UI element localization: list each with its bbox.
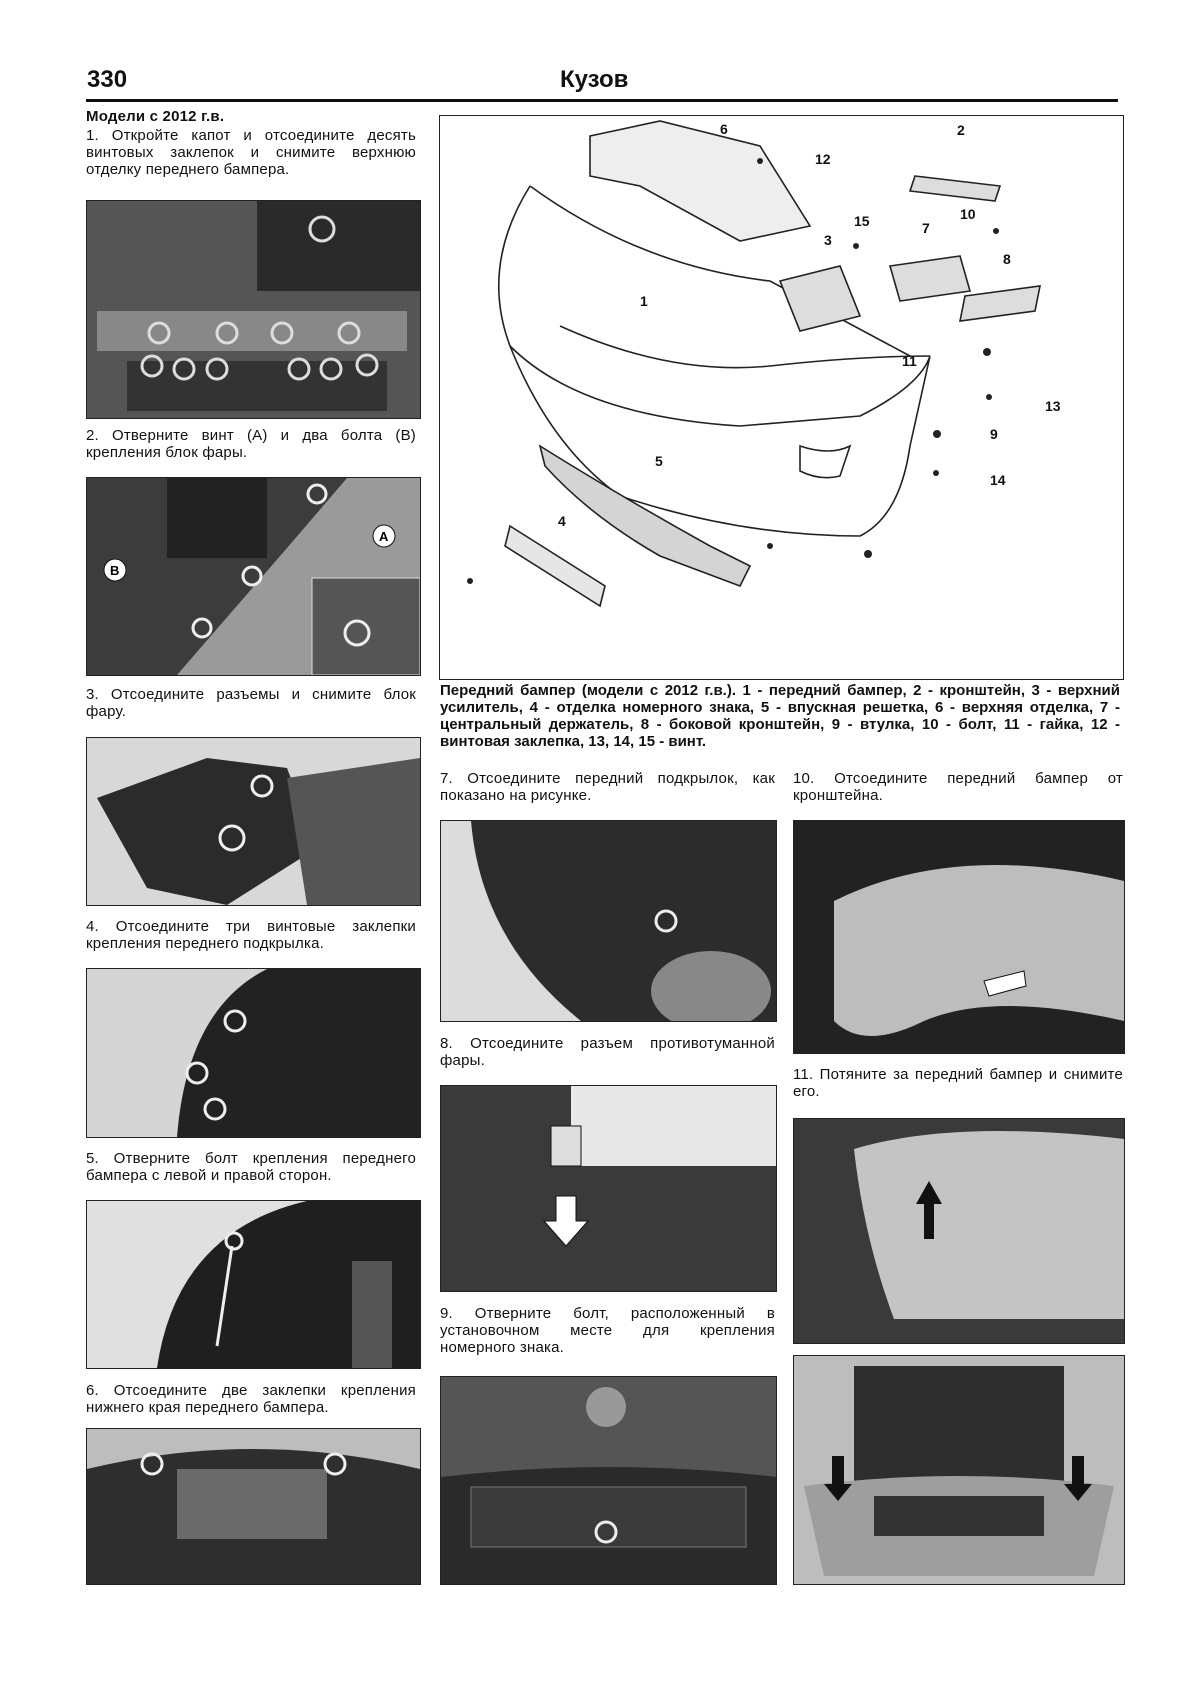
photo-step-11-bumper-removed — [793, 1355, 1125, 1585]
diagram-svg — [440, 116, 1123, 679]
step-8-text: 8. Отсоедините разъем противотуманной фары. — [440, 1035, 775, 1069]
photo-step-5-bumper-bolt — [86, 1200, 421, 1369]
diagram-label-3: 3 — [824, 232, 832, 248]
step-6-text: 6. Отсоедините две заклепки крепления нижнего края переднего бампера. — [86, 1382, 416, 1416]
photo-step-10-bumper-bracket — [793, 820, 1125, 1054]
page-title: Кузов — [560, 66, 629, 93]
step-10-text: 10. Отсоедините передний бампер от кронштейна. — [793, 770, 1123, 804]
diagram-label-10: 10 — [960, 206, 976, 222]
step-11-text: 11. Потяните за передний бампер и снимите его. — [793, 1066, 1123, 1100]
photo-step-7-liner-removal — [440, 820, 777, 1022]
photo-step-3-headlamp-removal — [86, 737, 421, 906]
diagram-label-11: 11 — [902, 353, 917, 369]
diagram-label-6: 6 — [720, 121, 728, 137]
bumper-exploded-diagram — [439, 115, 1124, 680]
page-number: 330 — [87, 66, 128, 93]
photo-step-9-plate-bolt — [440, 1376, 777, 1585]
diagram-label-7: 7 — [922, 220, 930, 236]
photo-label-a: A — [379, 529, 389, 544]
section-heading: Модели с 2012 г.в. — [86, 108, 225, 125]
diagram-label-2: 2 — [957, 122, 965, 138]
photo-step-11-pull-bumper — [793, 1118, 1125, 1344]
photo-step-6-underside — [86, 1428, 421, 1585]
diagram-label-9: 9 — [990, 426, 998, 442]
diagram-label-14: 14 — [990, 472, 1006, 488]
diagram-label-5: 5 — [655, 453, 663, 469]
step-2-text: 2. Отверните винт (A) и два болта (B) крепления блок фары. — [86, 427, 416, 461]
step-9-text: 9. Отверните болт, расположенный в установочном месте для крепления номерного знака. — [440, 1305, 775, 1356]
step-1-text: 1. Откройте капот и отсоедините десять винтовых заклепок и снимите верхнюю отделку переднего бампера. — [86, 127, 416, 178]
diagram-label-1: 1 — [640, 293, 648, 309]
diagram-label-4: 4 — [558, 513, 566, 529]
diagram-label-15: 15 — [854, 213, 870, 229]
step-7-text: 7. Отсоедините передний подкрылок, как показано на рисунке. — [440, 770, 775, 804]
photo-label-b: B — [110, 563, 120, 578]
photo-step-1-engine-bay — [86, 200, 421, 419]
diagram-label-13: 13 — [1045, 398, 1061, 414]
step-3-text: 3. Отсоедините разъемы и снимите блок фару. — [86, 686, 416, 720]
diagram-label-8: 8 — [1003, 251, 1011, 267]
header-rule — [86, 99, 1118, 102]
step-4-text: 4. Отсоедините три винтовые заклепки крепления переднего подкрылка. — [86, 918, 416, 952]
photo-step-8-fog-lamp-connector — [440, 1085, 777, 1292]
figure-caption: Передний бампер (модели с 2012 г.в.). 1 - передний бампер, 2 - кронштейн, 3 - верхний усилитель, 4 - отделка номерного знака, 5 - впускная решетка, 6 - верхняя отделка, 7 - центральный держатель, 8 - боковой кронштейн, 9 - втулка, 10 - болт, 11 - гайка, 12 - винтовая заклепка, 13, 14, 15 - винт. — [440, 682, 1120, 750]
step-5-text: 5. Отверните болт крепления переднего бампера с левой и правой сторон. — [86, 1150, 416, 1184]
photo-step-4-fender-liner — [86, 968, 421, 1138]
photo-step-2-headlamp-mount — [86, 477, 421, 676]
diagram-label-12: 12 — [815, 151, 831, 167]
